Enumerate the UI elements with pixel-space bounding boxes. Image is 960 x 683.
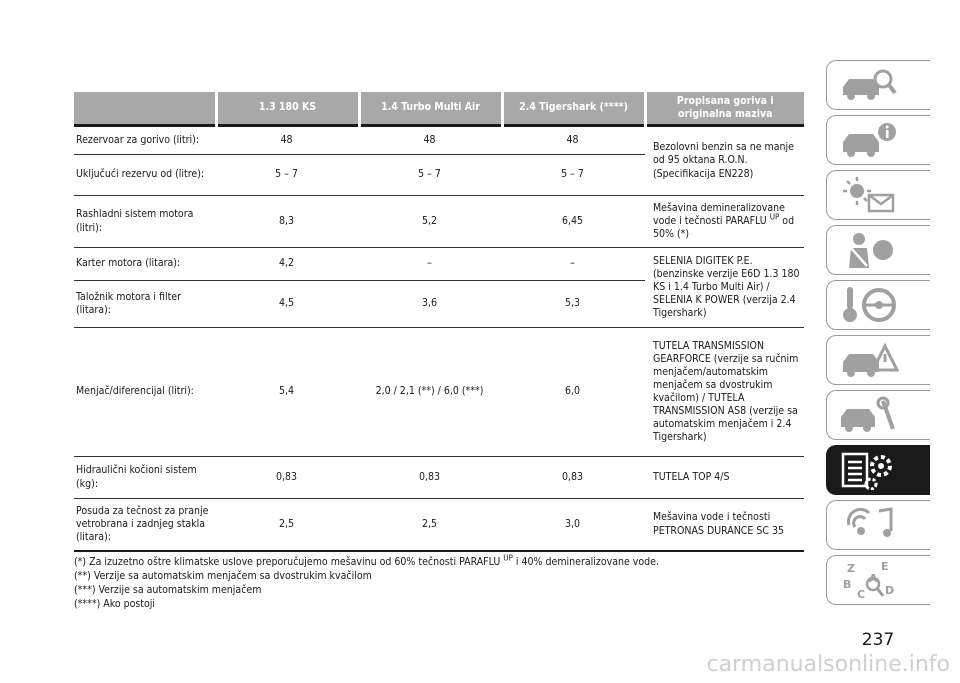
chapter-tab-dashboard[interactable]	[826, 60, 930, 110]
watermark: carmanualsonline.info	[706, 652, 950, 677]
chapter-tab-maintenance[interactable]	[826, 390, 930, 440]
row-value: 5 – 7	[359, 155, 502, 196]
multimedia-icon	[839, 505, 899, 545]
row-label: Karter motora (litara):	[74, 248, 216, 281]
row-value: 0,83	[216, 457, 359, 499]
header-fluids: Propisana goriva i originalna maziva	[645, 92, 804, 126]
car-service-icon	[839, 395, 899, 435]
row-value: 8,3	[216, 196, 359, 248]
index-letter: D	[885, 584, 895, 597]
page-number: 237	[861, 630, 895, 650]
header-empty	[74, 92, 216, 126]
row-value: 48	[216, 126, 359, 155]
header-engine-2: 1.4 Turbo Multi Air	[359, 92, 502, 126]
footnote-superscript: UP	[503, 553, 513, 563]
row-value: 2,0 / 2,1 (**) / 6,0 (***)	[359, 328, 502, 457]
row-value: 48	[502, 126, 645, 155]
table-row	[74, 196, 804, 248]
row-value: 3,6	[359, 281, 502, 328]
header-engine-3: 2.4 Tigershark (****)	[502, 92, 645, 126]
chapter-tab-emergency[interactable]	[826, 335, 930, 385]
footnote-3: (***) Verzije sa automatskim menjačem	[74, 584, 262, 596]
chapter-tab-index[interactable]	[826, 555, 930, 605]
index-icon	[839, 560, 899, 600]
chapter-tab-multimedia[interactable]	[826, 500, 930, 550]
row-value: 5 – 7	[216, 155, 359, 196]
table-row	[74, 457, 804, 499]
fluid-fuel: Bezolovni benzin sa ne manje od 95 oktana R.O.N. (Specifikacija EN228)	[645, 126, 804, 196]
specifications-table	[74, 92, 804, 552]
fluid-oil: SELENIA DIGITEK P.E. (benzinske verzije E6D 1.3 180 KS i 1.4 Turbo Multi Air) / SELENIA K POWER (verzija 2.4 Tigershark)	[645, 248, 804, 328]
row-value: 48	[359, 126, 502, 155]
table-row	[74, 328, 804, 457]
table-header-row	[74, 92, 804, 126]
table-row	[74, 499, 804, 552]
row-value: 6,45	[502, 196, 645, 248]
row-value: 5 – 7	[502, 155, 645, 196]
row-value: 0,83	[359, 457, 502, 499]
row-value: 5,4	[216, 328, 359, 457]
technical-data-icon	[839, 450, 899, 490]
row-label: Rezervoar za gorivo (litri):	[74, 126, 216, 155]
row-label: Rashladni sistem motora (litri):	[74, 196, 216, 248]
index-letter: E	[881, 560, 889, 573]
row-value: –	[502, 248, 645, 281]
chapter-tab-technical-data[interactable]	[826, 445, 930, 495]
row-label: Taložnik motora i filter (litara):	[74, 281, 216, 328]
car-search-icon	[839, 65, 899, 105]
car-emergency-icon	[839, 340, 899, 380]
seatbelt-airbag-icon	[839, 230, 899, 270]
fluid-washer: Mešavina vode i tečnosti PETRONAS DURANCE SC 35	[645, 499, 804, 552]
row-label: Hidraulični kočioni sistem (kg):	[74, 457, 216, 499]
chapter-tab-safety[interactable]	[826, 225, 930, 275]
coolant-text-end: od 50% (*)	[653, 214, 795, 241]
car-info-icon	[839, 120, 899, 160]
warning-lights-icon	[839, 175, 899, 215]
row-value: 4,5	[216, 281, 359, 328]
chapter-tab-warning-lights[interactable]	[826, 170, 930, 220]
header-engine-1: 1.3 180 KS	[216, 92, 359, 126]
footnotes	[74, 555, 804, 611]
index-letter: C	[857, 588, 866, 600]
index-letter: A	[869, 572, 878, 585]
row-value: 3,0	[502, 499, 645, 552]
row-value: 2,5	[216, 499, 359, 552]
fluid-brake: TUTELA TOP 4/S	[645, 457, 804, 499]
footnote-1	[74, 555, 804, 569]
row-label: Menjač/diferencijal (litri):	[74, 328, 216, 457]
row-value: 2,5	[359, 499, 502, 552]
row-value: 4,2	[216, 248, 359, 281]
row-value: 5,3	[502, 281, 645, 328]
fluid-transmission: TUTELA TRANSMISSION GEARFORCE (verzije sa ručnim menjačem/automatskim menjačem sa dvostrukim kvačilom) / TUTELA TRANSMISSION AS8 (verzije sa automatskim menjačem i 2.4 Tigershark)	[645, 328, 804, 457]
coolant-superscript: UP	[769, 212, 780, 222]
footnote-text-end: i 40% demineralizovane vode.	[512, 556, 659, 568]
row-value: 5,2	[359, 196, 502, 248]
index-letter: B	[843, 578, 852, 591]
row-label: Uključući rezervu od (litre):	[74, 155, 216, 196]
index-letter: Z	[847, 562, 855, 575]
coolant-text: Mešavina demineralizovane vode i tečnosti PARAFLU	[653, 201, 785, 227]
chapter-tabs	[826, 60, 930, 610]
footnote-text: (*) Za izuzetno oštre klimatske uslove preporučujemo mešavinu od 60% tečnosti PARAFLU	[74, 556, 501, 568]
table-row	[74, 126, 804, 155]
row-label: Posuda za tečnost za pranje vetrobrana i zadnjeg stakla (litara):	[74, 499, 216, 552]
footnote-4: (****) Ako postoji	[74, 598, 156, 610]
row-value: –	[359, 248, 502, 281]
row-value: 6,0	[502, 328, 645, 457]
fluid-coolant	[645, 196, 804, 248]
chapter-tab-vehicle-info[interactable]	[826, 115, 930, 165]
key-steering-icon	[839, 285, 899, 325]
table-row	[74, 248, 804, 281]
footnote-2: (**) Verzije sa automatskim menjačem sa dvostrukim kvačilom	[74, 570, 372, 582]
chapter-tab-starting-driving[interactable]	[826, 280, 930, 330]
row-value: 0,83	[502, 457, 645, 499]
